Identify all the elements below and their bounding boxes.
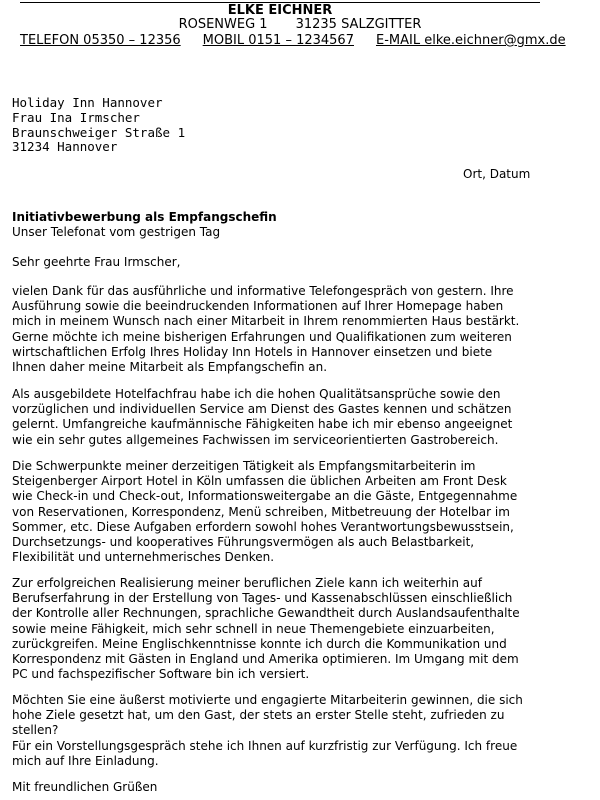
paragraph-line: Berufserfahrung in der Erstellung von Tages- und Kassenabschlüssen einschließlich: [12, 591, 513, 606]
paragraph-line: Für ein Vorstellungsgespräch stehe ich Ihnen auf kurzfristig zur Verfügung. Ich freue: [12, 738, 518, 753]
sender-address: [0, 17, 600, 32]
paragraph-line: Möchten Sie eine äußerst motivierte und engagierte Mitarbeiterin gewinnen, die sich: [12, 693, 523, 707]
sender-city: 31235 SALZGITTER: [295, 17, 422, 32]
paragraph-line: wirtschaftlichen Erfolg Ihres Holiday Inn Hotels in Hannover einsetzen und biete: [12, 344, 493, 359]
paragraph-line: Gerne möchte ich meine bisherigen Erfahrungen und Qualifikationen zum weiteren: [12, 329, 512, 344]
paragraph-line: Ihnen daher meine Mitarbeit als Empfangschefin an.: [12, 360, 328, 375]
paragraph-line: wie Check-in und Check-out, Informationsweitergabe an die Gäste, Entgegennahme: [12, 489, 518, 504]
paragraph-line: hohe Ziele gesetzt hat, um den Gast, der stets an erster Stelle steht, zufrieden zu: [12, 708, 505, 723]
sender-phone: TELEFON 05350 – 12356: [20, 33, 181, 48]
paragraph-4: [12, 576, 532, 682]
paragraph-5: [12, 693, 532, 769]
paragraph-line: Durchsetzungs- und kooperatives Führungsvermögen als auch Belastbarkeit,: [12, 535, 475, 550]
paragraph-line: Als ausgebildete Hotelfachfrau habe ich die hohen Qualitätsansprüche sowie den: [12, 387, 501, 401]
paragraph-line: sowie meine Fähigkeit, mich sehr schnell in neue Themengebiete einzuarbeiten,: [12, 621, 495, 636]
paragraph-line: gelernt. Umfangreiche kaufmännische Fähigkeiten habe ich mir ebenso angeeignet: [12, 417, 513, 432]
reference-line: Unser Telefonat vom gestrigen Tag: [12, 225, 221, 239]
paragraph-line: stellen?: [12, 723, 59, 738]
recipient-line-2: Frau Ina Irmscher: [12, 110, 140, 125]
recipient-line-4: 31234 Hannover: [12, 139, 118, 154]
paragraph-line: vorzüglichen und individuellen Service am Dienst des Gastes kennen und schätzen: [12, 402, 512, 417]
sender-contact-line: [20, 33, 570, 48]
paragraph-line: PC und fachspezifischer Software bin ich versiert.: [12, 667, 310, 682]
paragraph-line: Die Schwerpunkte meiner derzeitigen Tätigkeit als Empfangsmitarbeiterin im: [12, 459, 476, 473]
sender-contact-underlined: [20, 33, 566, 48]
subject-line: Initiativbewerbung als Empfangschefin: [12, 210, 277, 224]
paragraph-2: [12, 387, 532, 448]
sender-street: ROSENWEG 1: [178, 17, 268, 32]
paragraph-line: Sommer, etc. Diese Aufgaben erfordern sowohl hohes Verantwortungsbewusstsein,: [12, 519, 514, 534]
paragraph-line: Steigenberger Airport Hotel in Köln umfassen die üblichen Arbeiten am Front Desk: [12, 474, 507, 489]
paragraph-line: Ausführung sowie die beeindruckenden Informationen auf Ihrer Homepage haben: [12, 299, 504, 314]
paragraph-line: Zur erfolgreichen Realisierung meiner beruflichen Ziele kann ich weiterhin auf: [12, 576, 482, 590]
paragraph-line: zurückgreifen. Meine Englischkenntnisse konnte ich durch die Kommunikation und: [12, 636, 507, 651]
closing: Mit freundlichen Grüßen: [12, 780, 158, 794]
recipient-line-1: Holiday Inn Hannover: [12, 95, 163, 110]
paragraph-line: mich auf Ihre Einladung.: [12, 753, 159, 768]
recipient-line-3: Braunschweiger Straße 1: [12, 125, 186, 140]
paragraph-line: mich in meinem Wunsch nach einer Mitarbeit in Ihrem renommierten Haus bestärkt.: [12, 314, 520, 329]
sender-mobile: MOBIL 0151 – 1234567: [202, 33, 354, 48]
salutation: Sehr geehrte Frau Irmscher,: [12, 255, 181, 269]
paragraph-line: Flexibilität und unternehmerisches Denken.: [12, 550, 275, 565]
paragraph-line: von Reservationen, Korrespondenz, Menü schreiben, Mitbetreuung der Hotelbar im: [12, 504, 510, 519]
paragraph-line: der Kontrolle aller Rechnungen, sprachliche Gewandtheit durch Auslandsaufenthalte: [12, 606, 520, 621]
sender-email: E-MAIL elke.eichner@gmx.de: [375, 33, 566, 48]
paragraph-line: wie ein sehr gutes allgemeines Fachwissen im serviceorientierten Gastrobereich.: [12, 432, 499, 447]
paragraph-1: [12, 284, 532, 375]
place-date: Ort, Datum: [463, 167, 531, 181]
paragraph-3: [12, 459, 532, 565]
paragraph-line: Korrespondenz mit Gästen in England und Amerika optimieren. Im Umgang mit dem: [12, 652, 519, 667]
paragraph-line: vielen Dank für das ausführliche und informative Telefongespräch von gestern. Ihre: [12, 284, 514, 298]
sender-name: ELKE EICHNER: [20, 2, 540, 18]
